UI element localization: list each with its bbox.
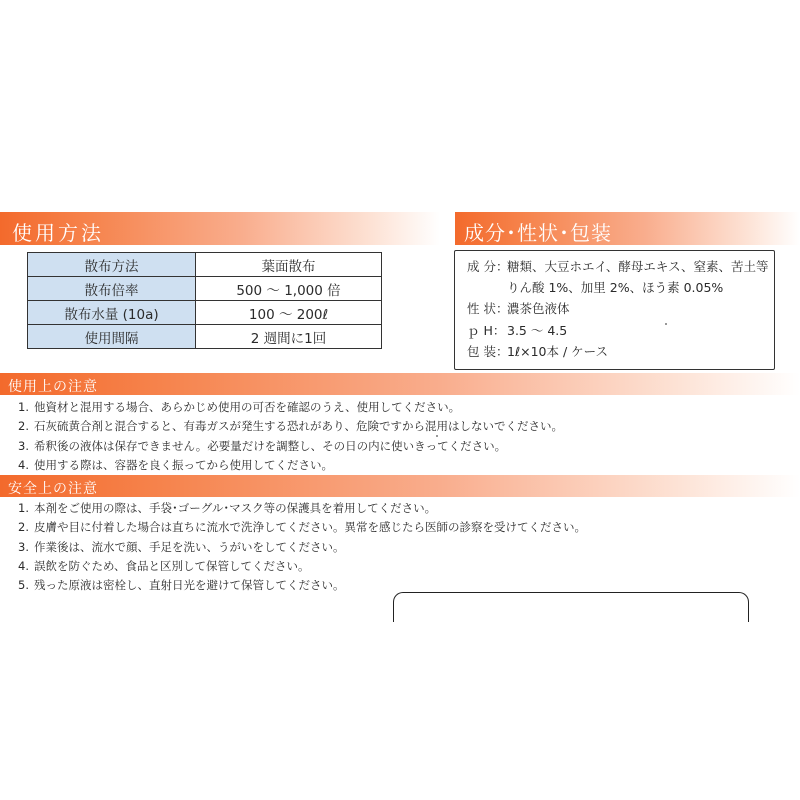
usage-title: 使用方法 (12, 221, 104, 245)
list-item (18, 557, 586, 576)
list-item (18, 437, 563, 456)
cautions-list (18, 398, 563, 475)
item-number: 4. (18, 457, 29, 472)
table-value-cell: 2 週間に1回 (196, 325, 382, 349)
spec-line (467, 299, 570, 317)
item-text: 作業後は、流水で顔、手足を洗い、うがいをしてください。 (34, 539, 345, 554)
list-item (18, 499, 586, 518)
table-value-cell: 500 ～ 1,000 倍 (196, 277, 382, 301)
usage-table (27, 252, 382, 349)
spec-value: 1ℓ×10本 / ケース (507, 344, 609, 359)
table-label-cell: 散布倍率 (28, 277, 196, 301)
list-item (18, 398, 563, 417)
item-number: 1. (18, 400, 29, 414)
list-item (18, 456, 563, 475)
table-label-cell: 散布水量 (10a) (28, 301, 196, 325)
item-text: 残った原液は密栓し、直射日光を避けて保管してください。 (34, 578, 345, 593)
table-row (28, 325, 382, 349)
spec-value: 3.5 ～ 4.5 (507, 323, 568, 338)
spec-line (467, 278, 723, 296)
spec-line (467, 342, 608, 360)
table-label-cell: 散布方法 (28, 253, 196, 277)
item-text: 本剤をご使用の際は、手袋･ゴーグル･マスク等の保護具を着用してください。 (34, 501, 437, 515)
item-number: 3. (18, 539, 29, 554)
table-row (28, 253, 382, 277)
spec-line (467, 257, 769, 275)
spec-key: 成 分： (467, 259, 509, 274)
item-text: 他資材と混用する場合、あらかじめ使用の可否を確認のうえ、使用してください。 (34, 400, 461, 414)
item-text: 皮膚や目に付着した場合は直ちに流水で洗浄してください。異常を感じたら医師の診察を受けてください。 (34, 520, 586, 535)
table-row (28, 301, 382, 325)
spec-header-band (455, 212, 800, 245)
list-item (18, 518, 586, 537)
spec-value: 糖類、大豆ホエイ、酵母エキス、窒素、苦土等 (507, 259, 769, 274)
speck (665, 323, 667, 325)
table-value-cell: 100 ～ 200ℓ (196, 301, 382, 325)
item-number: 5. (18, 578, 29, 593)
cautions-title: 使用上の注意 (8, 379, 98, 395)
safety-list (18, 499, 586, 595)
table-row (28, 277, 382, 301)
table-label-cell: 使用間隔 (28, 325, 196, 349)
spec-value: りん酸 1%、加里 2%、ほう素 0.05% (507, 280, 724, 295)
usage-header-band (0, 212, 440, 245)
spec-key: 包 装： (467, 344, 509, 359)
spec-line (467, 321, 567, 339)
safety-title: 安全上の注意 (8, 481, 98, 497)
item-text: 石灰硫黄合剤と混合すると、有毒ガスが発生する恐れがあり、危険ですから混用はしないでください。 (34, 419, 563, 434)
bottom-frame-curve (393, 592, 749, 622)
spec-title: 成分･性状･包装 (464, 221, 612, 245)
item-text: 希釈後の液体は保存できません。必要量だけを調整し、その日の内に使いきってください。 (34, 438, 507, 453)
cautions-header-band (0, 373, 800, 395)
table-value-cell: 葉面散布 (196, 253, 382, 277)
safety-header-band (0, 475, 800, 497)
item-number: 2. (18, 419, 29, 434)
spec-value: 濃茶色液体 (507, 301, 570, 316)
item-number: 3. (18, 438, 29, 453)
item-text: 使用する際は、容器を良く振ってから使用してください。 (34, 457, 333, 472)
list-item (18, 538, 586, 557)
item-number: 1. (18, 501, 29, 515)
item-number: 2. (18, 520, 29, 535)
spec-key: ｐ H： (467, 323, 506, 338)
list-item (18, 417, 563, 436)
spec-key: 性 状： (467, 301, 509, 316)
spec-box (454, 250, 775, 370)
item-text: 誤飲を防ぐため、食品と区別して保管してください。 (34, 558, 310, 573)
speck (436, 435, 438, 437)
item-number: 4. (18, 558, 29, 573)
